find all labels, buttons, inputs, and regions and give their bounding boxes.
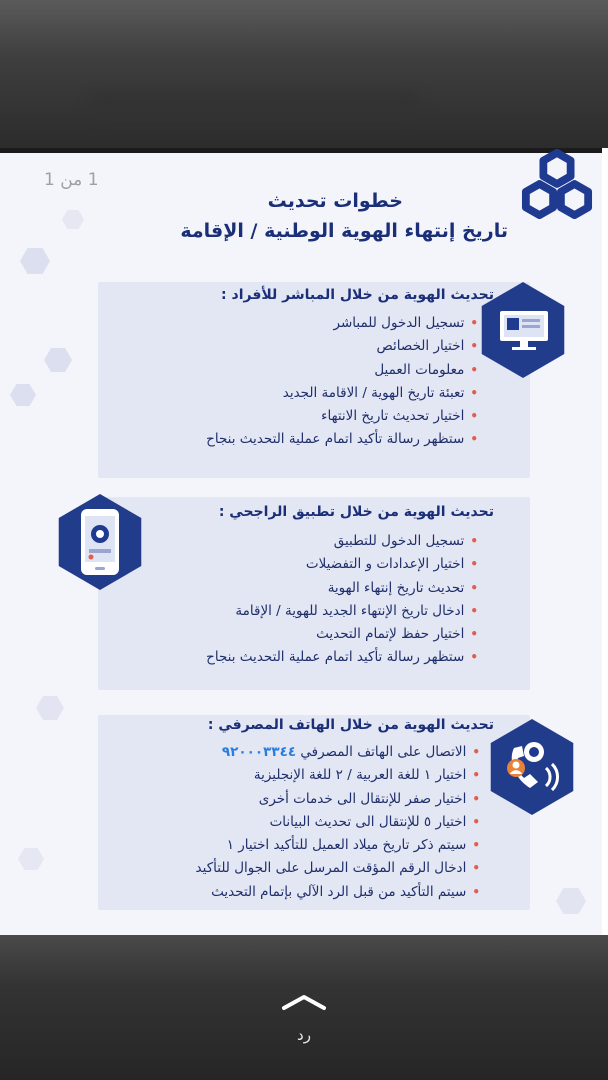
list-item: •تعبئة تاريخ الهوية / الاقامة الجديد — [282, 384, 478, 401]
phone-number: ٩٢٠٠٠٣٣٤٤ — [221, 744, 297, 760]
list-item: •اختيار الخصائص — [376, 338, 478, 355]
section-mobile-app — [98, 497, 530, 690]
steps-list — [206, 312, 478, 452]
bank-logo-icon — [518, 148, 596, 219]
page-indicator: 1 من 1 — [44, 170, 99, 190]
list-item: •ستظهر رسالة تأكيد اتمام عملية التحديث بنجاح — [206, 649, 478, 666]
list-item: •سيتم ذكر تاريخ ميلاد العميل للتأكيد اختيار ١ — [226, 837, 480, 854]
decor-hex — [556, 888, 586, 914]
list-item: •اختيار صفر للإنتقال الى خدمات أخرى — [258, 790, 480, 807]
list-item: •معلومات العميل — [374, 361, 478, 378]
decor-hex — [18, 848, 44, 870]
list-item: •تحديث تاريخ إنتهاء الهوية — [327, 579, 478, 596]
list-item: •اختيار ١ للغة العربية / ٢ للغة الإنجليزية — [253, 767, 480, 784]
list-item: •اختيار الإعدادات و التفضيلات — [305, 556, 478, 573]
page-title-line2: تاريخ إنتهاء الهوية الوطنية / الإقامة — [180, 220, 508, 242]
image-right-edge — [602, 148, 608, 935]
decor-hex — [20, 248, 50, 274]
section-phone-banking — [98, 715, 530, 910]
list-item: •اختيار ٥ للإنتقال الى تحديث البيانات — [269, 813, 480, 830]
reply-button[interactable]: رد — [297, 1026, 311, 1044]
decor-hex — [62, 210, 84, 229]
blurred-header-bar — [90, 92, 420, 118]
steps-list — [196, 741, 480, 904]
decor-hex — [44, 348, 72, 372]
section-heading: تحديث الهوية من خلال تطبيق الراجحي : — [218, 504, 494, 520]
phone-banking-icon — [500, 738, 564, 796]
page-title-line1: خطوات تحديث — [267, 190, 403, 212]
decor-hex — [10, 384, 36, 406]
list-item: •اختيار حفظ لإتمام التحديث — [316, 626, 478, 643]
section-online-banking — [98, 282, 530, 478]
steps-list — [206, 530, 478, 670]
infographic-image — [0, 148, 608, 935]
section-heading: تحديث الهوية من خلال الهاتف المصرفي : — [207, 717, 494, 733]
mobile-app-icon — [79, 507, 121, 577]
list-item: •ستظهر رسالة تأكيد اتمام عملية التحديث بنجاح — [206, 431, 478, 448]
list-item: •ادخال الرقم المؤقت المرسل على الجوال للتأكيد — [195, 860, 480, 877]
list-item: •الاتصال على الهاتف المصرفي ٩٢٠٠٠٣٣٤٤ — [221, 744, 480, 760]
list-item: •سيتم التأكيد من قبل الرد الآلي بإتمام التحديث — [211, 883, 480, 900]
list-item: •ادخال تاريخ الإنتهاء الجديد للهوية / الإقامة — [235, 602, 478, 619]
desktop-computer-icon — [497, 308, 551, 354]
blurred-header-area — [0, 0, 608, 148]
list-item: •اختيار تحديث تاريخ الانتهاء — [321, 408, 478, 425]
list-item: •تسجيل الدخول للتطبيق — [333, 533, 478, 549]
section-heading: تحديث الهوية من خلال المباشر للأفراد : — [221, 287, 494, 303]
chevron-up-icon[interactable] — [278, 992, 330, 1012]
list-item: •تسجيل الدخول للمباشر — [333, 315, 478, 331]
decor-hex — [36, 696, 64, 720]
image-top-border — [0, 148, 608, 153]
